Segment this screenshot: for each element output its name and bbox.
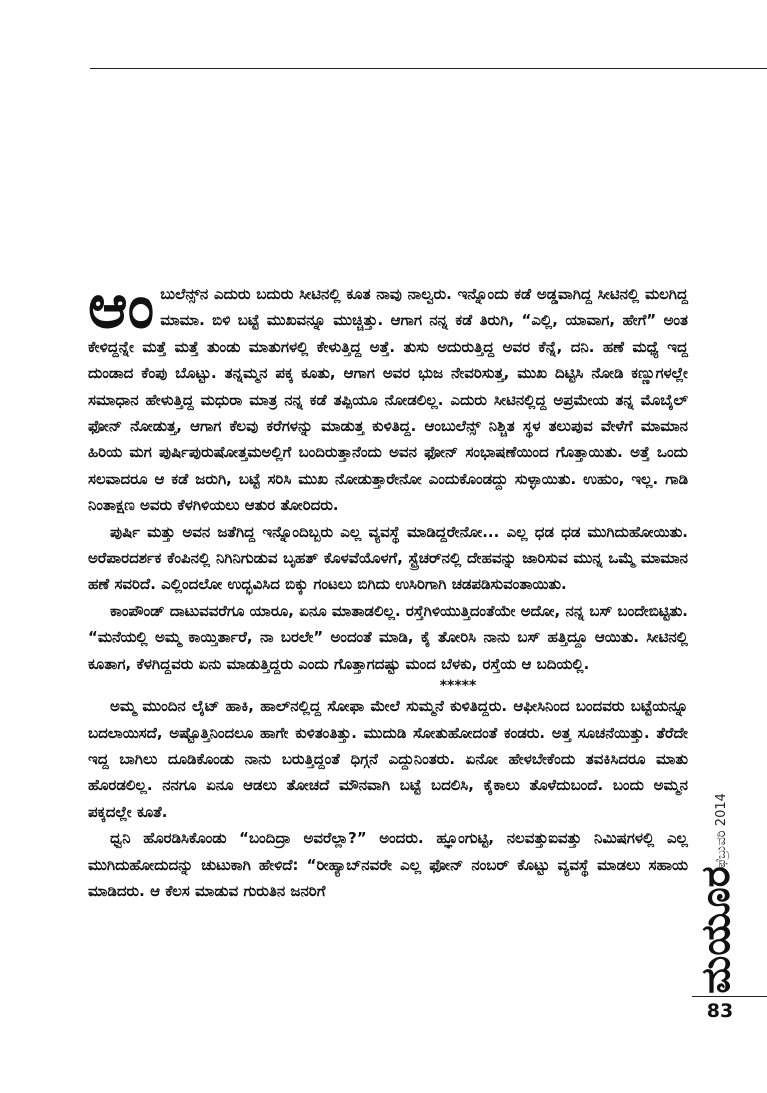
top-rule bbox=[90, 68, 767, 69]
paragraph-4: ಅಮ್ಮ ಮುಂದಿನ ಲೈಟ್ ಹಾಕಿ, ಹಾಲ್‌ನಲ್ಲಿದ್ದ ಸೋಫಾ ಮೇಲೆ ಸುಮ್ಮನೆ ಕುಳಿತಿದ್ದರು. ಆಫೀಸಿನಿಂದ ಬಂದವರು ಬಟ್ಟೆಯನ್ನೂ ಬದಲಾಯಿಸದೆ, ಅಷ್ಟೊತ್ತಿನಿಂದಲೂ ಹಾಗೇ ಕುಳಿತಂತಿತ್ತು. ಮುದುಡಿ ಸೋತುಹೋದಂತೆ ಕಂಡರು. ಅತ್ತ ಸೂಚನೆಯಿತ್ತು. ತೆರೆದೇ ಇದ್ದ ಬಾಗಿಲು ದೂಡಿಕೊಂಡು ನಾನು ಬರುತ್ತಿದ್ದಂತೆ ಧಿಗ್ಗನೆ ಎದ್ದುನಿಂತರು. ಏನೋ ಹೇಳಬೇಕೆಂದು ತವಕಿಸಿದರೂ ಮಾತು ಹೊರಡಲಿಲ್ಲ. ನನಗೂ ಏನೂ ಆಡಲು ತೋಚದೆ ಮೌನವಾಗಿ ಬಟ್ಟೆ ಬದಲಿಸಿ, ಕೈಕಾಲು ತೊಳೆದುಬಂದೆ. ಬಂದು ಅಮ್ಮನ ಪಕ್ಕದಲ್ಲೇ ಕೂತೆ. bbox=[88, 698, 688, 821]
page-number-rule bbox=[692, 996, 767, 997]
section-separator: ***** bbox=[439, 678, 477, 695]
masthead bbox=[693, 792, 739, 1000]
paragraph-1 bbox=[88, 272, 688, 520]
drop-cap: ಆಂ bbox=[88, 272, 155, 342]
paragraph-3: ಕಾಂಪೌಂಡ್ ದಾಟುವವರೆಗೂ ಯಾರೂ, ಏನೂ ಮಾತಾಡಲಿಲ್ಲ. ರಸ್ತೆಗಿಳಿಯುತ್ತಿದಂತೆಯೇ ಅದೋ, ನನ್ನ ಬಸ್ ಬಂದೇಬಿಟ್ಟಿತು. “ಮನೆಯಲ್ಲಿ ಅಮ್ಮ ಕಾಯ್ತಿರ್ತಾರೆ, ನಾ ಬರಲೇ” ಅಂದಂತೆ ಮಾಡಿ, ಕೈ ತೋರಿಸಿ ನಾನು ಬಸ್ ಹತ್ತಿದ್ದೂ ಆಯಿತು. ಸೀಟಿನಲ್ಲಿ ಕೂತಾಗ, ಕೆಳಗಿದ್ದವರು ಏನು ಮಾಡುತ್ತಿದ್ದರು ಎಂದು ಗೊತ್ತಾಗದಷ್ಟು ಮಂದ ಬೆಳಕು, ರಸ್ತೆಯ ಆ ಬದಿಯಲ್ಲಿ. bbox=[88, 602, 688, 673]
paragraph-2: ಪುರ್ಷಿ ಮತ್ತು ಅವನ ಜತೆಗಿದ್ದ ಇನ್ನೊಂದಿಬ್ಬರು ಎಲ್ಲ ವ್ಯವಸ್ಥೆ ಮಾಡಿದ್ದರೇನೋ... ಎಲ್ಲ ಧಡ ಧಡ ಮುಗಿದುಹೋಯಿತು. ಅರೆಪಾರದರ್ಶಕ ಕೆಂಪಿನಲ್ಲಿ ನಿಗಿನಿಗುಡುವ ಬೃಹತ್ ಕೊಳವೆಯೊಳಗೆ, ಸ್ಟ್ರೆಚರ್‌ನಲ್ಲಿ ದೇಹವನ್ನು ಜಾರಿಸುವ ಮುನ್ನ ಒಮ್ಮೆ ಮಾಮಾನ ಹಣೆ ಸವರಿದೆ. ಎಲ್ಲಿಂದಲೋ ಉದ್ಭವಿಸಿದ ಬಿಕ್ಕು ಗಂಟಲು ಬಿಗಿದು ಉಸಿರಿಗಾಗಿ ಚಡಪಡಿಸುವಂತಾಯಿತು. bbox=[88, 523, 688, 594]
magazine-logo: ಮಯೂರ bbox=[693, 866, 739, 994]
paragraph-1-text: ಬುಲೆನ್ಸ್‌ನ ಎದುರು ಬದುರು ಸೀಟಿನಲ್ಲಿ ಕೂತ ನಾವು ನಾಲ್ವರು. ಇನ್ನೊಂದು ಕಡೆ ಅಡ್ಡವಾಗಿದ್ದ ಸೀಟಿನಲ್ಲಿ ಮಲಗಿದ್ದ ಮಾಮಾ. ಬಿಳಿ ಬಟ್ಟೆ ಮುಖವನ್ನೂ ಮುಚ್ಚಿತ್ತು. ಆಗಾಗ ನನ್ನ ಕಡೆ ತಿರುಗಿ, “ಎಲ್ಲಿ, ಯಾವಾಗ, ಹೇಗೆ” ಅಂತ ಕೇಳಿದ್ದನ್ನೇ ಮತ್ತೆ ಮತ್ತೆ ತುಂಡು ಮಾತುಗಳಲ್ಲಿ ಕೇಳುತ್ತಿದ್ದ ಅತ್ತೆ. ತುಸು ಅದುರುತ್ತಿದ್ದ ಅವರ ಕೆನ್ನೆ, ದನಿ. ಹಣೆ ಮಧ್ಯೆ ಇದ್ದ ದುಂಡಾದ ಕೆಂಪು ಬೊಟ್ಟು. ತನ್ನಮ್ಮನ ಪಕ್ಕ ಕೂತು, ಆಗಾಗ ಅವರ ಭುಜ ನೇವರಿಸುತ್ತ, ಮುಖ ದಿಟ್ಟಿಸಿ ನೋಡಿ ಕಣ್ಣುಗಳಲ್ಲೇ ಸಮಾಧಾನ ಹೇಳುತ್ತಿದ್ದ ಮಧುರಾ ಮಾತ್ರ ನನ್ನ ಕಡೆ ತಪ್ಪಿಯೂ ನೋಡಲಿಲ್ಲ. ಎದುರು ಸೀಟಿನಲ್ಲಿದ್ದ ಅಪ್ರಮೇಯ ತನ್ನ ಮೊಬೈಲ್ ಫೋನ್ ನೋಡುತ್ತ, ಆಗಾಗ ಕೆಲವು ಕರೆಗಳನ್ನು ಮಾಡುತ್ತ ಕುಳಿತಿದ್ದ. ಆಂಬುಲೆನ್ಸ್ ನಿಶ್ಚಿತ ಸ್ಥಳ ತಲುಪುವ ವೇಳೆಗೆ ಮಾಮಾನ ಹಿರಿಯ ಮಗ ಪುರ್ಷಿಪುರುಷೋತ್ತಮಅಲ್ಲಿಗೆ ಬಂದಿರುತ್ತಾನೆಂದು ಅವನ ಫೋನ್ ಸಂಭಾಷಣೆಯಿಂದ ಗೊತ್ತಾಯಿತು. ಅತ್ತೆ ಒಂದು ಸಲವಾದರೂ ಆ ಕಡೆ ಜರುಗಿ, ಬಟ್ಟೆ ಸರಿಸಿ ಮುಖ ನೋಡುತ್ತಾರೇನೋ ಎಂದುಕೊಂಡದ್ದು ಸುಳ್ಳಾಯಿತು. ಉಹುಂ, ಇಲ್ಲ. ಗಾಡಿ ನಿಂತಾಕ್ಷಣ ಅವರು ಕೆಳಗಿಳಿಯಲು ಆತುರ ತೋರಿದರು. bbox=[88, 286, 688, 515]
page-number: 83 bbox=[706, 1000, 734, 1022]
article-body bbox=[88, 272, 688, 905]
paragraph-5: ಧ್ವನಿ ಹೊರಡಿಸಿಕೊಂಡು “ಬಂದಿದ್ರಾ ಅವರೆಲ್ಲಾ?” ಅಂದರು. ಹ್ಞೂಂಗುಟ್ಟಿ, ನಲವತ್ತುಐವತ್ತು ನಿಮಿಷಗಳಲ್ಲಿ ಎಲ್ಲ ಮುಗಿದುಹೋದುದನ್ನು ಚುಟುಕಾಗಿ ಹೇಳಿದೆ: “ರೀಹ್ಯಾಬ್‌ನವರೇ ಎಲ್ಲ ಫೋನ್ ನಂಬರ್ ಕೊಟ್ಟು ವ್ಯವಸ್ಥೆ ಮಾಡಲು ಸಹಾಯ ಮಾಡಿದರು. ಆ ಕೆಲಸ ಮಾಡುವ ಗುರುತಿನ ಜನರಿಗೆ bbox=[88, 830, 688, 900]
issue-date: ಫೆಬ್ರುವರಿ 2014 bbox=[713, 792, 729, 868]
